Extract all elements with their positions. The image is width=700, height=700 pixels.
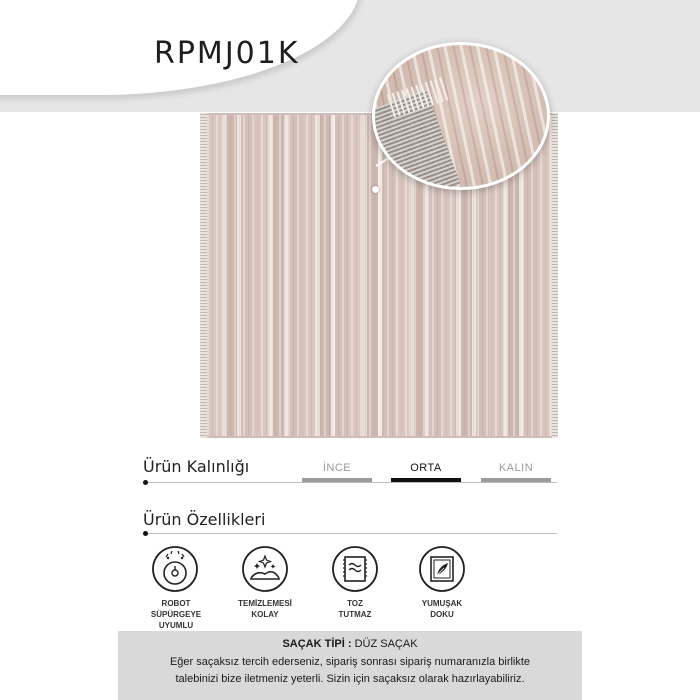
fringe-type-description: Eğer saçaksız tercih ederseniz, sipariş sonrası sipariş numaranızla birlikte talebinizi bize iletmeniz yeterli. Sizin için saçaksız olarak hazırlayabiliriz. <box>169 656 531 685</box>
feature-label-dust: TOZ TUTMAZ <box>338 599 372 619</box>
thickness-option-medium[interactable]: ORTA <box>410 462 442 474</box>
product-code: RPMJ01K <box>154 36 300 71</box>
thickness-bar-thin <box>302 478 372 482</box>
thickness-divider-dot <box>143 480 148 485</box>
thickness-label: Ürün Kalınlığı <box>143 457 250 476</box>
thickness-option-thin[interactable]: İNCE <box>322 462 352 474</box>
fringe-type-title: SAÇAK TİPİ : DÜZ SAÇAK <box>282 638 418 650</box>
fringe-info-panel <box>118 631 582 700</box>
features-divider-dot <box>143 531 148 536</box>
feature-label-soft: YUMUŞAK DOKU <box>421 599 463 619</box>
feature-label-robot: ROBOT SÜPÜRGEYE UYUMLU <box>150 599 202 630</box>
rug-fringe-right <box>552 113 558 438</box>
feather-soft-icon <box>417 544 467 594</box>
feature-label-clean: TEMİZLEMESİ KOLAY <box>238 599 292 619</box>
zoom-pointer-dot <box>372 186 379 193</box>
thickness-bar-thick <box>481 478 551 482</box>
sparkle-clean-icon <box>240 544 290 594</box>
thickness-divider <box>143 482 557 483</box>
dust-free-rug-icon <box>330 544 380 594</box>
rug-detail-zoom <box>372 42 550 190</box>
thickness-bar-medium <box>391 478 461 482</box>
header-band <box>0 0 700 112</box>
features-divider <box>143 533 557 534</box>
thickness-option-thick[interactable]: KALIN <box>498 462 534 474</box>
features-label: Ürün Özellikleri <box>143 510 266 529</box>
robot-vacuum-icon <box>150 544 200 594</box>
